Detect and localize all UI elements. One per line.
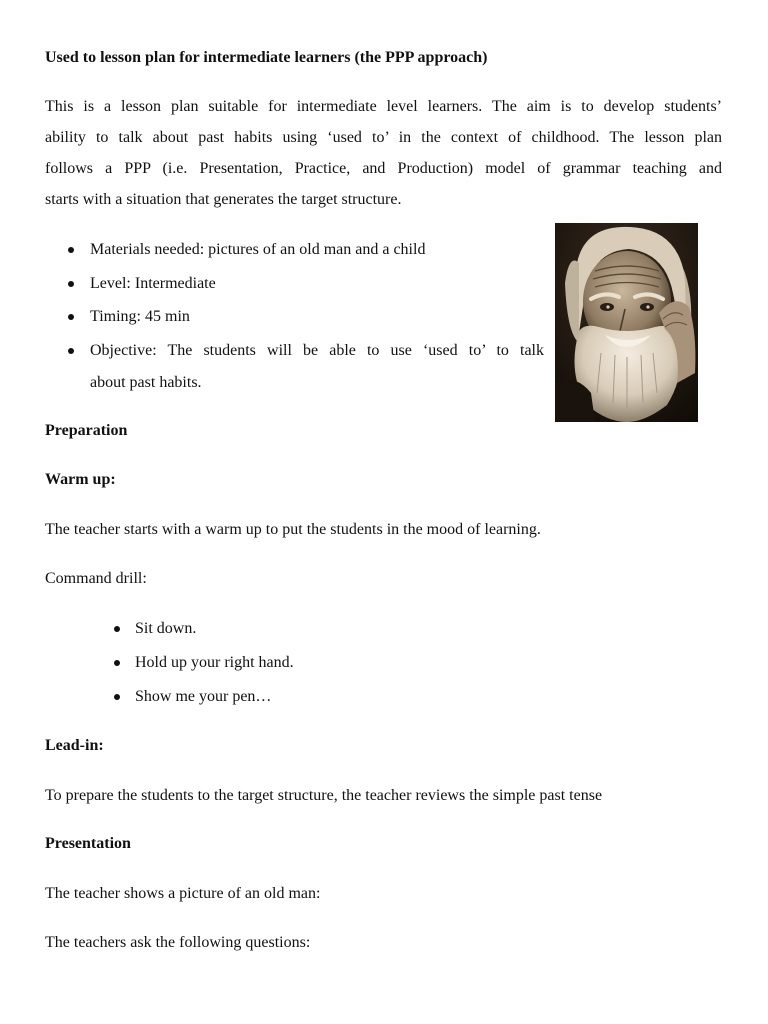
intro-line: This is a lesson plan suitable for intermediate level learners. The aim is to develop students’ <box>45 98 722 115</box>
drill-item: Sit down. <box>135 620 197 637</box>
list-item <box>68 341 544 393</box>
list-item <box>68 274 544 308</box>
list-item <box>114 687 294 721</box>
old-man-portrait-image <box>555 223 698 422</box>
list-item <box>68 307 544 341</box>
objective-line-1: Objective: The students will be able to use ‘used to’ to talk <box>90 341 544 359</box>
drill-item: Hold up your right hand. <box>135 654 294 671</box>
intro-line: starts with a situation that generates the target structure. <box>45 191 402 208</box>
bullet-icon <box>68 314 74 320</box>
bullet-icon <box>114 660 120 666</box>
old-man-photo <box>555 223 698 422</box>
presentation-heading: Presentation <box>45 835 131 852</box>
command-drill-label: Command drill: <box>45 570 147 587</box>
level-text: Level: Intermediate <box>90 274 216 292</box>
preparation-heading: Preparation <box>45 422 128 439</box>
objective-line-2: about past habits. <box>90 373 202 391</box>
bullet-icon <box>68 348 74 354</box>
questions-text: The teachers ask the following questions: <box>45 934 311 951</box>
intro-line: follows a PPP (i.e. Presentation, Practice, and Production) model of grammar teaching and <box>45 160 722 177</box>
presentation-text: The teacher shows a picture of an old man: <box>45 885 321 902</box>
bullet-icon <box>68 281 74 287</box>
warm-up-heading: Warm up: <box>45 471 116 488</box>
document-title: Used to lesson plan for intermediate learners (the PPP approach) <box>45 49 488 66</box>
lead-in-heading: Lead-in: <box>45 737 104 754</box>
warm-up-text: The teacher starts with a warm up to put the students in the mood of learning. <box>45 521 541 538</box>
command-drill-list <box>114 619 294 721</box>
bullet-icon <box>114 626 120 632</box>
materials-text: Materials needed: pictures of an old man and a child <box>90 241 426 258</box>
bullet-icon <box>68 247 74 253</box>
bullet-icon <box>114 694 120 700</box>
drill-item: Show me your pen… <box>135 688 272 705</box>
lead-in-text: To prepare the students to the target structure, the teacher reviews the simple past tense <box>45 787 603 804</box>
lesson-details-list <box>68 240 544 393</box>
list-item <box>68 240 544 274</box>
list-item <box>114 653 294 687</box>
intro-line: ability to talk about past habits using ‘used to’ in the context of childhood. The lesson plan <box>45 129 722 146</box>
list-item <box>114 619 294 653</box>
timing-text: Timing: 45 min <box>90 308 190 325</box>
intro-paragraph <box>45 95 722 219</box>
